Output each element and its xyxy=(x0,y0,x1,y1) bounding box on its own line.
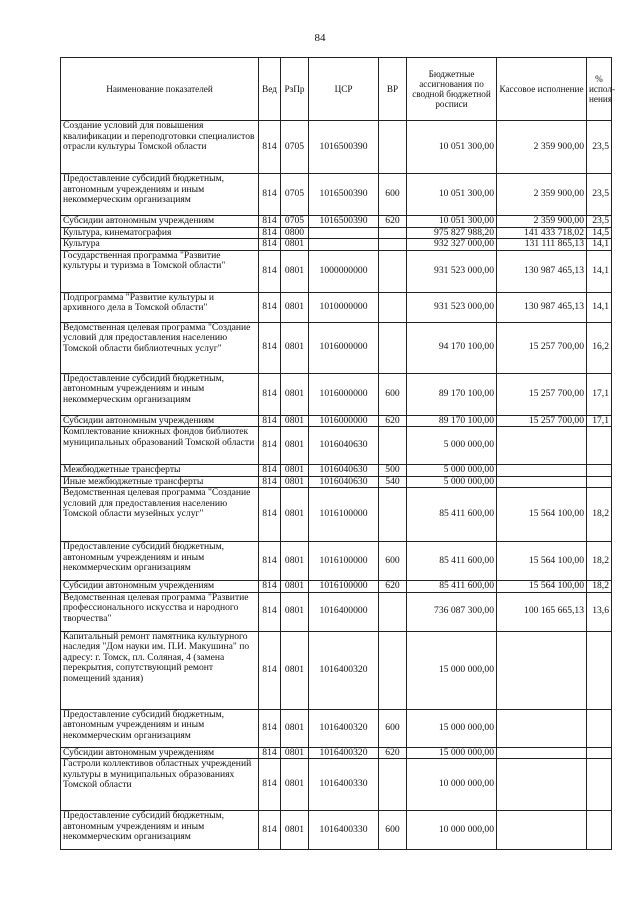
row-pct: 18,2 xyxy=(587,542,612,581)
budget-execution-table xyxy=(60,57,616,850)
row-csr: 1016400330 xyxy=(309,759,379,811)
row-rzpr: 0801 xyxy=(281,322,309,373)
row-vr xyxy=(379,759,407,811)
row-ved: 814 xyxy=(259,227,281,239)
row-name: Субсидии автономным учреждениям xyxy=(61,415,259,427)
row-csr: 1016400330 xyxy=(309,811,379,850)
row-csr: 1016000000 xyxy=(309,373,379,415)
row-vr xyxy=(379,239,407,251)
row-rzpr: 0801 xyxy=(281,592,309,631)
row-assigned: 94 170 100,00 xyxy=(407,322,497,373)
row-cash xyxy=(497,759,587,811)
row-cash: 2 359 900,00 xyxy=(497,216,587,228)
row-pct xyxy=(587,747,612,759)
row-csr: 1016400320 xyxy=(309,709,379,747)
row-name: Культура, кинематография xyxy=(61,227,259,239)
row-csr: 1016400000 xyxy=(309,592,379,631)
row-assigned: 932 327 000,00 xyxy=(407,239,497,251)
table-row xyxy=(61,415,612,427)
row-cash: 141 433 718,02 xyxy=(497,227,587,239)
row-ved: 814 xyxy=(259,292,281,322)
row-vr: 600 xyxy=(379,373,407,415)
row-assigned: 5 000 000,00 xyxy=(407,465,497,477)
row-pct xyxy=(587,709,612,747)
header-pct: % испол-нения xyxy=(587,58,612,121)
row-assigned: 10 000 000,00 xyxy=(407,759,497,811)
table-row xyxy=(61,542,612,581)
row-vr xyxy=(379,227,407,239)
table-header-row xyxy=(61,58,612,121)
row-assigned: 15 000 000,00 xyxy=(407,747,497,759)
table-row xyxy=(61,227,612,239)
row-assigned: 85 411 600,00 xyxy=(407,581,497,593)
row-assigned: 10 051 300,00 xyxy=(407,216,497,228)
row-vr xyxy=(379,322,407,373)
row-vr xyxy=(379,250,407,292)
row-cash: 15 257 700,00 xyxy=(497,415,587,427)
row-vr: 540 xyxy=(379,476,407,488)
row-pct xyxy=(587,631,612,709)
row-rzpr: 0801 xyxy=(281,759,309,811)
row-ved: 814 xyxy=(259,581,281,593)
row-rzpr: 0705 xyxy=(281,174,309,216)
row-ved: 814 xyxy=(259,239,281,251)
row-pct: 14,1 xyxy=(587,239,612,251)
row-name: Субсидии автономным учреждениям xyxy=(61,581,259,593)
table-row xyxy=(61,747,612,759)
row-ved: 814 xyxy=(259,322,281,373)
row-name: Подпрограмма "Развитие культуры и архивного дела в Томской области" xyxy=(61,292,259,322)
row-csr: 1016100000 xyxy=(309,488,379,542)
row-cash xyxy=(497,811,587,850)
row-assigned: 10 000 000,00 xyxy=(407,811,497,850)
row-vr xyxy=(379,488,407,542)
row-vr xyxy=(379,592,407,631)
row-pct xyxy=(587,811,612,850)
row-rzpr: 0801 xyxy=(281,631,309,709)
row-assigned: 5 000 000,00 xyxy=(407,476,497,488)
row-pct: 14,1 xyxy=(587,292,612,322)
row-name: Комплектование книжных фондов библиотек муниципальных образований Томской области xyxy=(61,427,259,465)
row-rzpr: 0705 xyxy=(281,216,309,228)
row-name: Предоставление субсидий бюджетным, автономным учреждениям и иным некоммерческим организациям xyxy=(61,811,259,850)
row-pct: 18,2 xyxy=(587,581,612,593)
row-cash: 130 987 465,13 xyxy=(497,250,587,292)
row-csr xyxy=(309,239,379,251)
table-row xyxy=(61,216,612,228)
row-name: Предоставление субсидий бюджетным, автономным учреждениям и иным некоммерческим организациям xyxy=(61,709,259,747)
row-csr: 1016000000 xyxy=(309,322,379,373)
header-ved: Вед xyxy=(259,58,281,121)
table-row xyxy=(61,581,612,593)
row-ved: 814 xyxy=(259,811,281,850)
row-pct xyxy=(587,465,612,477)
row-rzpr: 0801 xyxy=(281,581,309,593)
row-ved: 814 xyxy=(259,747,281,759)
row-name: Предоставление субсидий бюджетным, автономным учреждениям и иным некоммерческим организациям xyxy=(61,174,259,216)
row-name: Гастроли коллективов областных учреждений культуры в муниципальных образованиях Томской области xyxy=(61,759,259,811)
row-pct: 14,5 xyxy=(587,227,612,239)
row-assigned: 15 000 000,00 xyxy=(407,709,497,747)
row-ved: 814 xyxy=(259,174,281,216)
row-csr: 1016500390 xyxy=(309,121,379,174)
row-name: Ведомственная целевая программа "Создание условий для предоставления населению Томской области музейных услуг" xyxy=(61,488,259,542)
row-vr: 600 xyxy=(379,709,407,747)
table-row xyxy=(61,250,612,292)
row-csr: 1016400320 xyxy=(309,747,379,759)
row-vr: 620 xyxy=(379,415,407,427)
row-pct: 18,2 xyxy=(587,488,612,542)
row-assigned: 931 523 000,00 xyxy=(407,292,497,322)
row-cash xyxy=(497,465,587,477)
row-name: Культура xyxy=(61,239,259,251)
row-csr xyxy=(309,227,379,239)
row-pct xyxy=(587,759,612,811)
row-assigned: 10 051 300,00 xyxy=(407,174,497,216)
row-cash: 100 165 665,13 xyxy=(497,592,587,631)
row-ved: 814 xyxy=(259,759,281,811)
row-cash: 15 564 100,00 xyxy=(497,581,587,593)
header-rzpr: РзПр xyxy=(281,58,309,121)
row-cash: 15 257 700,00 xyxy=(497,373,587,415)
row-vr: 600 xyxy=(379,811,407,850)
row-ved: 814 xyxy=(259,373,281,415)
row-ved: 814 xyxy=(259,631,281,709)
row-csr: 1016500390 xyxy=(309,174,379,216)
row-assigned: 931 523 000,00 xyxy=(407,250,497,292)
row-assigned: 85 411 600,00 xyxy=(407,488,497,542)
row-pct: 23,5 xyxy=(587,174,612,216)
row-cash: 2 359 900,00 xyxy=(497,121,587,174)
row-rzpr: 0801 xyxy=(281,250,309,292)
table-row xyxy=(61,709,612,747)
table-row xyxy=(61,292,612,322)
table-row xyxy=(61,476,612,488)
row-cash xyxy=(497,427,587,465)
row-cash xyxy=(497,631,587,709)
row-ved: 814 xyxy=(259,709,281,747)
table-row xyxy=(61,592,612,631)
row-vr: 500 xyxy=(379,465,407,477)
row-csr: 1016040630 xyxy=(309,476,379,488)
row-rzpr: 0801 xyxy=(281,373,309,415)
row-vr xyxy=(379,631,407,709)
row-assigned: 15 000 000,00 xyxy=(407,631,497,709)
header-vr: ВР xyxy=(379,58,407,121)
row-rzpr: 0705 xyxy=(281,121,309,174)
row-csr: 1016400320 xyxy=(309,631,379,709)
row-name: Капитальный ремонт памятника культурного наследия "Дом науки им. П.И. Макушина" по адресу: г. Томск, пл. Соляная, 4 (замена перекрытия, сопутствующий ремонт помещений здания) xyxy=(61,631,259,709)
row-cash: 130 987 465,13 xyxy=(497,292,587,322)
table-row xyxy=(61,427,612,465)
table-row xyxy=(61,121,612,174)
row-assigned: 975 827 988,20 xyxy=(407,227,497,239)
row-pct: 23,5 xyxy=(587,121,612,174)
row-csr: 1016040630 xyxy=(309,465,379,477)
row-vr: 600 xyxy=(379,542,407,581)
row-assigned: 89 170 100,00 xyxy=(407,415,497,427)
row-rzpr: 0801 xyxy=(281,465,309,477)
row-ved: 814 xyxy=(259,121,281,174)
row-rzpr: 0801 xyxy=(281,488,309,542)
row-rzpr: 0801 xyxy=(281,542,309,581)
row-assigned: 5 000 000,00 xyxy=(407,427,497,465)
row-rzpr: 0801 xyxy=(281,811,309,850)
row-ved: 814 xyxy=(259,465,281,477)
row-cash: 2 359 900,00 xyxy=(497,174,587,216)
table-row xyxy=(61,465,612,477)
row-vr xyxy=(379,121,407,174)
row-cash xyxy=(497,709,587,747)
table-row xyxy=(61,239,612,251)
row-name: Государственная программа "Развитие культуры и туризма в Томской области" xyxy=(61,250,259,292)
table-row xyxy=(61,488,612,542)
row-pct: 14,1 xyxy=(587,250,612,292)
row-rzpr: 0800 xyxy=(281,227,309,239)
row-pct xyxy=(587,476,612,488)
row-rzpr: 0801 xyxy=(281,709,309,747)
row-cash: 15 564 100,00 xyxy=(497,488,587,542)
row-csr: 1016100000 xyxy=(309,581,379,593)
row-pct: 16,2 xyxy=(587,322,612,373)
row-rzpr: 0801 xyxy=(281,476,309,488)
row-name: Субсидии автономным учреждениям xyxy=(61,216,259,228)
row-ved: 814 xyxy=(259,476,281,488)
table-row xyxy=(61,322,612,373)
row-ved: 814 xyxy=(259,542,281,581)
row-rzpr: 0801 xyxy=(281,747,309,759)
row-name: Ведомственная целевая программа "Развитие профессионального искусства и народного творчества" xyxy=(61,592,259,631)
row-name: Создание условий для повышения квалификации и переподготовки специалистов отрасли культуры Томской области xyxy=(61,121,259,174)
page-number: 84 xyxy=(314,32,326,44)
row-assigned: 85 411 600,00 xyxy=(407,542,497,581)
table-row xyxy=(61,373,612,415)
row-vr: 600 xyxy=(379,174,407,216)
row-name: Иные межбюджетные трансферты xyxy=(61,476,259,488)
table-row xyxy=(61,631,612,709)
row-name: Субсидии автономным учреждениям xyxy=(61,747,259,759)
row-ved: 814 xyxy=(259,250,281,292)
row-rzpr: 0801 xyxy=(281,239,309,251)
row-assigned: 736 087 300,00 xyxy=(407,592,497,631)
table-row xyxy=(61,759,612,811)
row-pct: 17,1 xyxy=(587,373,612,415)
row-ved: 814 xyxy=(259,415,281,427)
table-row xyxy=(61,811,612,850)
row-pct: 17,1 xyxy=(587,415,612,427)
row-csr: 1016500390 xyxy=(309,216,379,228)
row-cash: 15 257 700,00 xyxy=(497,322,587,373)
row-ved: 814 xyxy=(259,216,281,228)
row-cash xyxy=(497,747,587,759)
header-assigned: Бюджетные ассигнования по сводной бюджетной росписи xyxy=(407,58,497,121)
row-name: Предоставление субсидий бюджетным, автономным учреждениям и иным некоммерческим организациям xyxy=(61,373,259,415)
row-cash xyxy=(497,476,587,488)
header-name: Наименование показателей xyxy=(61,58,259,121)
row-vr: 620 xyxy=(379,747,407,759)
row-vr: 620 xyxy=(379,581,407,593)
table-row xyxy=(61,174,612,216)
row-ved: 814 xyxy=(259,488,281,542)
row-ved: 814 xyxy=(259,592,281,631)
row-pct xyxy=(587,427,612,465)
row-cash: 15 564 100,00 xyxy=(497,542,587,581)
row-csr: 1016040630 xyxy=(309,427,379,465)
header-cash: Кассовое исполнение xyxy=(497,58,587,121)
row-csr: 1010000000 xyxy=(309,292,379,322)
row-cash: 131 111 865,13 xyxy=(497,239,587,251)
row-csr: 1016000000 xyxy=(309,415,379,427)
row-rzpr: 0801 xyxy=(281,415,309,427)
row-name: Предоставление субсидий бюджетным, автономным учреждениям и иным некоммерческим организациям xyxy=(61,542,259,581)
row-rzpr: 0801 xyxy=(281,427,309,465)
row-pct: 23,5 xyxy=(587,216,612,228)
row-name: Межбюджетные трансферты xyxy=(61,465,259,477)
row-rzpr: 0801 xyxy=(281,292,309,322)
row-name: Ведомственная целевая программа "Создание условий для предоставления населению Томской области библиотечных услуг" xyxy=(61,322,259,373)
row-pct: 13,6 xyxy=(587,592,612,631)
row-ved: 814 xyxy=(259,427,281,465)
row-vr xyxy=(379,427,407,465)
row-csr: 1000000000 xyxy=(309,250,379,292)
row-vr: 620 xyxy=(379,216,407,228)
row-assigned: 10 051 300,00 xyxy=(407,121,497,174)
row-vr xyxy=(379,292,407,322)
header-csr: ЦСР xyxy=(309,58,379,121)
row-csr: 1016100000 xyxy=(309,542,379,581)
row-assigned: 89 170 100,00 xyxy=(407,373,497,415)
